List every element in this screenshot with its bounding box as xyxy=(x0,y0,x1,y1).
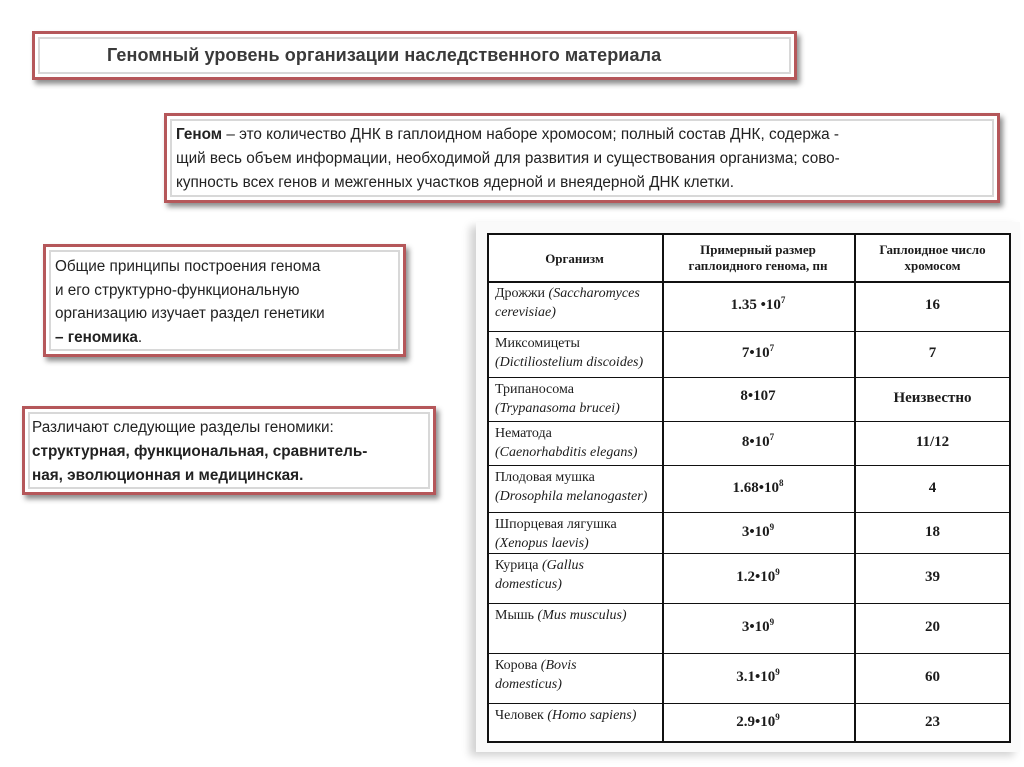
table-rule xyxy=(487,703,1011,704)
organism-latin-name: (Mus musculus) xyxy=(534,608,627,623)
organism-cell xyxy=(495,284,660,322)
genome-size-cell xyxy=(662,522,854,541)
principles-box xyxy=(43,244,406,357)
genome-size-cell xyxy=(662,667,854,686)
sections-box xyxy=(22,406,436,495)
genome-size-exponent: 7 xyxy=(780,295,786,305)
chromosome-number-cell: 7 xyxy=(928,345,937,361)
principles-genomics: – геномика xyxy=(55,328,138,346)
chromosome-number-cell: 18 xyxy=(925,524,940,540)
organism-cell xyxy=(495,556,660,594)
organism-cell xyxy=(495,515,660,553)
principles-line-2: и его структурно-функциональную xyxy=(55,281,300,299)
genome-size-cell xyxy=(662,567,854,586)
table-rule xyxy=(487,741,1011,743)
genome-size-cell xyxy=(662,432,854,451)
genome-size-mantissa: 7•10 xyxy=(741,345,770,361)
organism-cell xyxy=(495,606,660,625)
organism-latin-name: domesticus) xyxy=(495,577,562,592)
table-rule xyxy=(487,603,1011,604)
chromosome-number-cell: Неизвестно xyxy=(893,390,972,406)
table-rule xyxy=(487,653,1011,654)
header-genome-size-line-1: Примерный размер xyxy=(700,242,816,257)
genome-size-cell xyxy=(662,478,854,497)
organism-name: Нематода xyxy=(495,426,552,441)
genome-size-exponent: 9 xyxy=(775,567,780,577)
definition-line-2: щий весь объем информации, необходимой для развития и существования организма; сово- xyxy=(176,150,840,167)
organism-name: Человек xyxy=(495,708,544,723)
organism-name: Мышь xyxy=(495,608,535,623)
organism-latin-name: cerevisiae) xyxy=(495,305,556,320)
chromosome-number-cell: 11/12 xyxy=(915,434,950,450)
table-rule xyxy=(487,281,1011,283)
genome-size-mantissa: 8•10 xyxy=(741,434,770,450)
genome-size-exponent: 9 xyxy=(775,667,780,677)
sections-list-1: структурная, функциональная, сравнитель- xyxy=(32,443,368,460)
genome-size-exponent: 9 xyxy=(775,712,780,722)
sections-list-2: ная, эволюционная и медицинская. xyxy=(32,467,304,484)
organism-name: Курица xyxy=(495,558,539,573)
sections-text xyxy=(32,416,427,488)
genome-table-card xyxy=(476,222,1020,752)
organism-latin-name: domesticus) xyxy=(495,677,562,692)
slide-title-box xyxy=(32,31,797,80)
genome-size-mantissa: 2.9•10 xyxy=(736,714,776,730)
genome-size-mantissa: 1.35 •10 xyxy=(730,297,781,313)
header-chromosome-number xyxy=(854,242,1011,274)
genome-size-mantissa: 3•10 xyxy=(741,524,770,540)
organism-cell xyxy=(495,656,660,694)
organism-latin-name: (Saccharomyces xyxy=(545,286,640,301)
organism-latin-name: (Dictiliostelium discoides) xyxy=(495,355,644,370)
organism-cell xyxy=(495,424,660,462)
organism-name: Дрожжи xyxy=(495,286,546,301)
table-rule xyxy=(487,233,1011,235)
sections-intro: Различают следующие разделы геномики: xyxy=(32,419,334,436)
genome-size-mantissa: 3•10 xyxy=(741,619,770,635)
header-chromosome-line-1: Гаплоидное число xyxy=(879,242,986,257)
genome-size-cell xyxy=(662,295,854,314)
table-rule xyxy=(487,421,1011,422)
genome-size-exponent: 9 xyxy=(769,617,775,627)
organism-name: Корова xyxy=(495,658,538,673)
genome-size-exponent: 7 xyxy=(769,343,775,353)
genome-size-mantissa: 3.1•10 xyxy=(736,669,776,685)
organism-latin-name: (Bovis xyxy=(537,658,577,673)
principles-line-3: организацию изучает раздел генетики xyxy=(55,305,325,322)
genome-size-mantissa: 1.2•10 xyxy=(736,569,776,585)
organism-cell xyxy=(495,380,660,418)
organism-latin-name: (Gallus xyxy=(538,558,584,573)
chromosome-number-cell: 39 xyxy=(925,569,940,585)
definition-box xyxy=(164,113,1000,203)
genome-size-exponent: 8 xyxy=(779,478,784,488)
organism-cell xyxy=(495,468,660,506)
chromosome-number-cell: 16 xyxy=(925,297,940,313)
organism-name: Шпорцевая лягушка xyxy=(495,517,617,532)
principles-line-1: Общие принципы построения генома xyxy=(55,258,321,275)
table-rule xyxy=(487,553,1011,554)
definition-line-3: купность всех генов и межгенных участков ядерной и внеядерной ДНК клетки. xyxy=(176,174,734,191)
genome-size-cell xyxy=(662,388,854,405)
chromosome-number-cell: 23 xyxy=(925,714,940,730)
header-genome-size-line-2: гаплоидного генома, пн xyxy=(688,258,828,273)
chromosome-number-cell: 20 xyxy=(925,619,940,635)
genome-size-cell xyxy=(662,712,854,731)
table-column-rule xyxy=(487,233,489,743)
table-rule xyxy=(487,331,1011,332)
principles-tail: . xyxy=(137,328,143,346)
organism-latin-name: (Caenorhabditis elegans) xyxy=(495,445,638,460)
header-genome-size xyxy=(662,242,854,274)
genome-size-exponent: 7 xyxy=(769,432,775,442)
table-rule xyxy=(487,512,1011,513)
organism-latin-name: (Xenopus laevis) xyxy=(495,536,589,551)
genome-size-cell xyxy=(662,617,854,636)
chromosome-number-cell: 60 xyxy=(925,669,940,685)
genome-size-mantissa: 1.68•10 xyxy=(732,480,779,496)
header-organism: Организм xyxy=(545,251,604,266)
genome-size-cell xyxy=(662,343,854,362)
slide-title: Геномный уровень организации наследственного материала xyxy=(107,45,662,65)
organism-name: Миксомицеты xyxy=(495,336,580,351)
genome-table xyxy=(487,233,1011,743)
definition-text xyxy=(176,123,985,195)
genome-size-mantissa: 8•107 xyxy=(740,388,776,404)
chromosome-number-cell: 4 xyxy=(928,480,937,496)
organism-latin-name: (Drosophila melanogaster) xyxy=(495,489,648,504)
table-rule xyxy=(487,377,1011,378)
genome-size-exponent: 9 xyxy=(769,522,775,532)
definition-line-1: – это количество ДНК в гаплоидном наборе хромосом; полный состав ДНК, содержа - xyxy=(222,126,839,143)
organism-name: Плодовая мушка xyxy=(495,470,595,485)
definition-term: Геном xyxy=(176,126,223,143)
principles-text xyxy=(55,255,395,349)
organism-cell xyxy=(495,706,660,725)
organism-latin-name: (Trypanasoma brucei) xyxy=(495,401,620,416)
table-rule xyxy=(487,465,1011,466)
header-chromosome-line-2: хромосом xyxy=(904,258,961,273)
organism-name: Трипаносома xyxy=(495,382,574,397)
organism-cell xyxy=(495,334,660,372)
organism-latin-name: (Homo sapiens) xyxy=(543,708,637,723)
